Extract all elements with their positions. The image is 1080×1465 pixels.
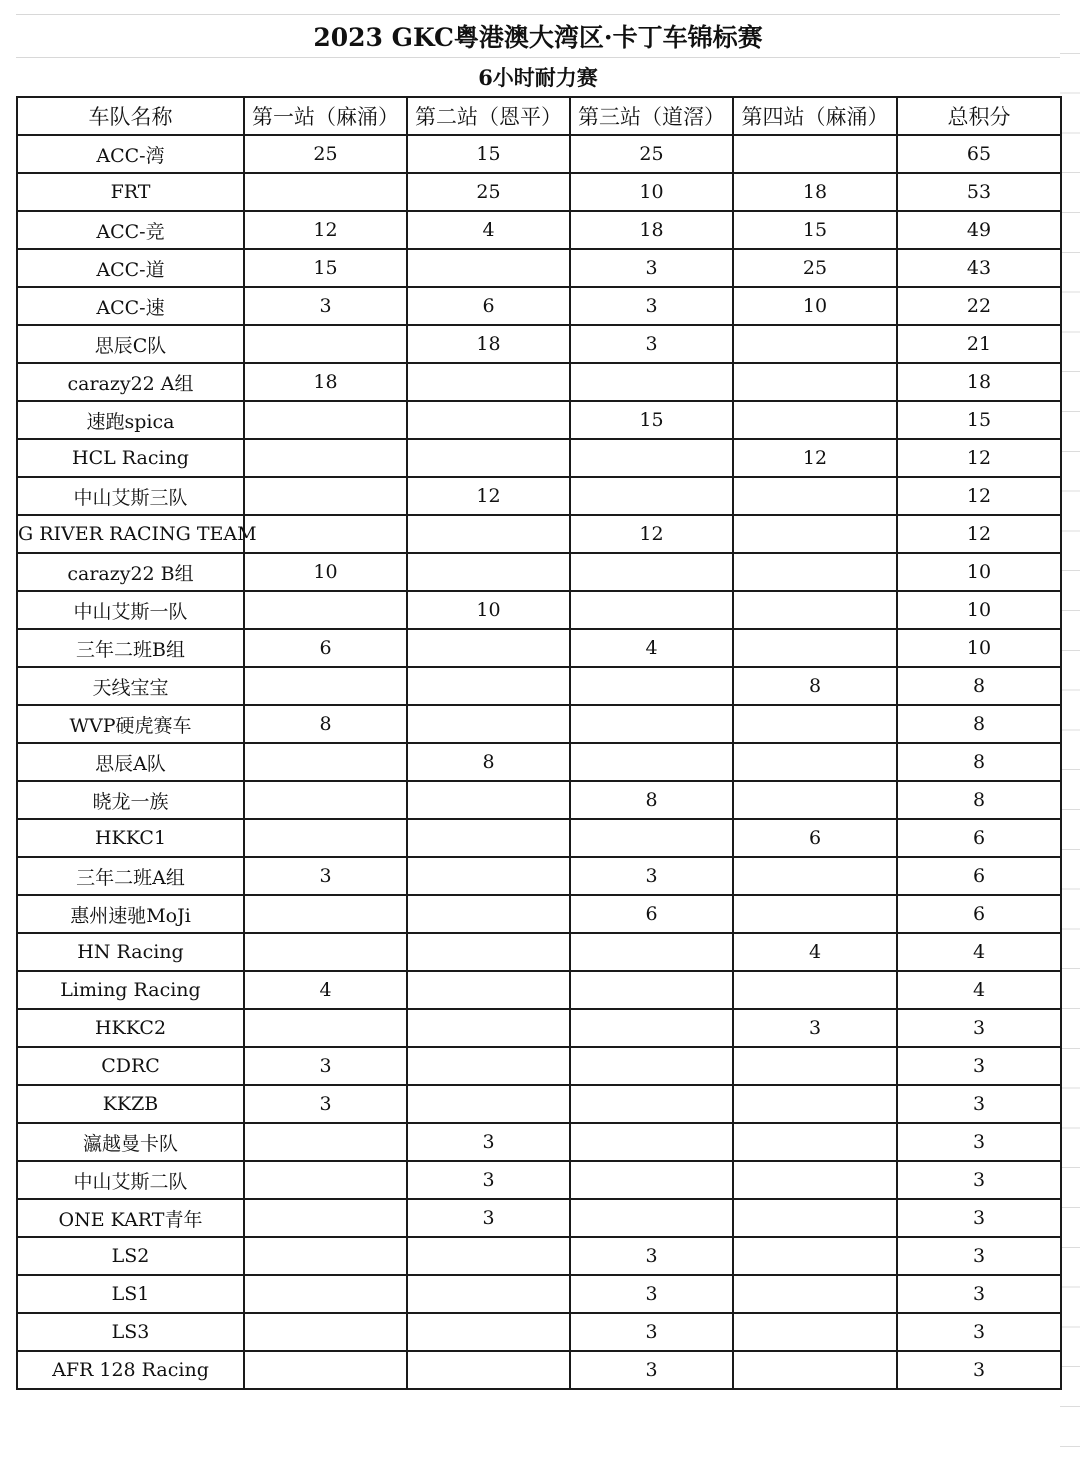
stage3-points-cell — [570, 1199, 733, 1237]
team-name-cell: 思辰A队 — [17, 743, 244, 781]
stage4-points-cell: 8 — [733, 667, 897, 705]
stage2-points-cell: 6 — [407, 287, 570, 325]
stage3-points-cell: 3 — [570, 1237, 733, 1275]
stage4-points-cell — [733, 1161, 897, 1199]
total-points-cell: 3 — [897, 1009, 1061, 1047]
total-points-cell: 65 — [897, 135, 1061, 173]
stage4-points-cell: 12 — [733, 439, 897, 477]
total-points-cell: 3 — [897, 1199, 1061, 1237]
stage3-points-cell — [570, 743, 733, 781]
stage3-points-cell: 3 — [570, 1351, 733, 1389]
table-row — [17, 211, 1061, 249]
team-name-cell: ACC-湾 — [17, 135, 244, 173]
team-name-cell: 天线宝宝 — [17, 667, 244, 705]
total-points-cell: 6 — [897, 857, 1061, 895]
table-row — [17, 515, 1061, 553]
stage3-points-cell — [570, 477, 733, 515]
team-name-cell: 惠州速驰MoJi — [17, 895, 244, 933]
stage1-points-cell: 6 — [244, 629, 407, 667]
total-points-cell: 10 — [897, 591, 1061, 629]
stage1-points-cell — [244, 1123, 407, 1161]
table-row — [17, 1161, 1061, 1199]
stage4-points-cell — [733, 591, 897, 629]
stage1-points-cell — [244, 667, 407, 705]
team-name-cell: 瀛越曼卡队 — [17, 1123, 244, 1161]
stage3-points-cell — [570, 971, 733, 1009]
table-row — [17, 667, 1061, 705]
team-name-cell: 速跑spica — [17, 401, 244, 439]
stage4-points-cell — [733, 1047, 897, 1085]
team-name-cell: 思辰C队 — [17, 325, 244, 363]
stage1-points-cell — [244, 1161, 407, 1199]
stage3-points-cell: 18 — [570, 211, 733, 249]
stage4-points-cell: 15 — [733, 211, 897, 249]
stage2-points-cell: 25 — [407, 173, 570, 211]
team-name-cell: carazy22 B组 — [17, 553, 244, 591]
table-row — [17, 1047, 1061, 1085]
stage2-points-cell — [407, 249, 570, 287]
stage2-points-cell — [407, 667, 570, 705]
column-header-team: 车队名称 — [17, 97, 244, 135]
stage1-points-cell: 25 — [244, 135, 407, 173]
stage4-points-cell — [733, 1237, 897, 1275]
stage4-points-cell — [733, 895, 897, 933]
stage2-points-cell — [407, 401, 570, 439]
table-row — [17, 971, 1061, 1009]
table-row — [17, 173, 1061, 211]
stage2-points-cell — [407, 1313, 570, 1351]
table-row — [17, 135, 1061, 173]
stage3-points-cell — [570, 1009, 733, 1047]
stage3-points-cell: 3 — [570, 325, 733, 363]
table-row — [17, 477, 1061, 515]
stage1-points-cell: 12 — [244, 211, 407, 249]
team-name-cell: carazy22 A组 — [17, 363, 244, 401]
table-row — [17, 1351, 1061, 1389]
stage1-points-cell — [244, 1275, 407, 1313]
table-row — [17, 1275, 1061, 1313]
stage3-points-cell: 3 — [570, 287, 733, 325]
team-name-cell: 晓龙一族 — [17, 781, 244, 819]
stage1-points-cell — [244, 325, 407, 363]
table-row — [17, 363, 1061, 401]
stage3-points-cell — [570, 667, 733, 705]
stage1-points-cell — [244, 1009, 407, 1047]
stage1-points-cell — [244, 895, 407, 933]
stage1-points-cell — [244, 515, 407, 553]
total-points-cell: 18 — [897, 363, 1061, 401]
stage1-points-cell: 8 — [244, 705, 407, 743]
stage2-points-cell — [407, 971, 570, 1009]
stage1-points-cell: 3 — [244, 857, 407, 895]
table-row — [17, 591, 1061, 629]
stage3-points-cell — [570, 1047, 733, 1085]
stage3-points-cell: 25 — [570, 135, 733, 173]
stage3-points-cell — [570, 553, 733, 591]
column-header-stage3: 第三站（道滘） — [570, 97, 733, 135]
stage1-points-cell — [244, 781, 407, 819]
stage2-points-cell: 4 — [407, 211, 570, 249]
total-points-cell: 49 — [897, 211, 1061, 249]
stage4-points-cell — [733, 781, 897, 819]
stage4-points-cell — [733, 363, 897, 401]
team-name-cell: LS1 — [17, 1275, 244, 1313]
stage1-points-cell — [244, 401, 407, 439]
stage2-points-cell — [407, 781, 570, 819]
team-name-cell: LS2 — [17, 1237, 244, 1275]
stage3-points-cell — [570, 1161, 733, 1199]
stage3-points-cell: 3 — [570, 249, 733, 287]
table-row — [17, 401, 1061, 439]
total-points-cell: 4 — [897, 933, 1061, 971]
team-name-cell: Liming Racing — [17, 971, 244, 1009]
table-row — [17, 781, 1061, 819]
stage2-points-cell — [407, 629, 570, 667]
stage2-points-cell — [407, 705, 570, 743]
total-points-cell: 8 — [897, 667, 1061, 705]
stage4-points-cell — [733, 553, 897, 591]
team-name-cell: 中山艾斯二队 — [17, 1161, 244, 1199]
table-row — [17, 1085, 1061, 1123]
total-points-cell: 15 — [897, 401, 1061, 439]
stage3-points-cell — [570, 819, 733, 857]
stage2-points-cell — [407, 1009, 570, 1047]
stage1-points-cell — [244, 1313, 407, 1351]
stage2-points-cell: 12 — [407, 477, 570, 515]
table-row — [17, 933, 1061, 971]
team-name-cell: ONE KART青年 — [17, 1199, 244, 1237]
header-row — [17, 97, 1061, 135]
stage2-points-cell — [407, 363, 570, 401]
table-row — [17, 819, 1061, 857]
team-name-cell: WVP硬虎赛车 — [17, 705, 244, 743]
table-row — [17, 325, 1061, 363]
table-row — [17, 705, 1061, 743]
stage1-points-cell — [244, 743, 407, 781]
stage3-points-cell: 15 — [570, 401, 733, 439]
stage4-points-cell — [733, 629, 897, 667]
table-row — [17, 629, 1061, 667]
stage1-points-cell — [244, 1237, 407, 1275]
table-row — [17, 439, 1061, 477]
total-points-cell: 6 — [897, 819, 1061, 857]
stage1-points-cell: 10 — [244, 553, 407, 591]
team-name-cell: HKKC1 — [17, 819, 244, 857]
column-header-stage4: 第四站（麻涌） — [733, 97, 897, 135]
page-subtitle: 6小时耐力赛 — [16, 57, 1060, 96]
stage4-points-cell: 4 — [733, 933, 897, 971]
total-points-cell: 3 — [897, 1085, 1061, 1123]
total-points-cell: 8 — [897, 705, 1061, 743]
stage4-points-cell: 3 — [733, 1009, 897, 1047]
total-points-cell: 3 — [897, 1161, 1061, 1199]
stage1-points-cell: 15 — [244, 249, 407, 287]
team-name-cell: KKZB — [17, 1085, 244, 1123]
team-name-cell: ACC-速 — [17, 287, 244, 325]
stage3-points-cell — [570, 933, 733, 971]
stage4-points-cell — [733, 1313, 897, 1351]
total-points-cell: 12 — [897, 477, 1061, 515]
table-row — [17, 857, 1061, 895]
stage4-points-cell — [733, 135, 897, 173]
stage1-points-cell — [244, 933, 407, 971]
team-name-cell: 中山艾斯三队 — [17, 477, 244, 515]
total-points-cell: 12 — [897, 439, 1061, 477]
total-points-cell: 6 — [897, 895, 1061, 933]
stage2-points-cell: 3 — [407, 1161, 570, 1199]
table-row — [17, 1199, 1061, 1237]
table-row — [17, 895, 1061, 933]
table-row — [17, 287, 1061, 325]
total-points-cell: 3 — [897, 1351, 1061, 1389]
stage3-points-cell: 10 — [570, 173, 733, 211]
team-name-cell: HN Racing — [17, 933, 244, 971]
total-points-cell: 12 — [897, 515, 1061, 553]
stage2-points-cell — [407, 1237, 570, 1275]
total-points-cell: 3 — [897, 1237, 1061, 1275]
stage2-points-cell — [407, 1085, 570, 1123]
stage2-points-cell — [407, 857, 570, 895]
stage4-points-cell: 10 — [733, 287, 897, 325]
total-points-cell: 8 — [897, 781, 1061, 819]
stage1-points-cell — [244, 1199, 407, 1237]
stage2-points-cell — [407, 439, 570, 477]
stage1-points-cell: 3 — [244, 1085, 407, 1123]
stage3-points-cell: 6 — [570, 895, 733, 933]
stage2-points-cell: 10 — [407, 591, 570, 629]
table-row — [17, 1237, 1061, 1275]
stage1-points-cell — [244, 439, 407, 477]
stage2-points-cell: 3 — [407, 1123, 570, 1161]
total-points-cell: 3 — [897, 1123, 1061, 1161]
stage2-points-cell: 18 — [407, 325, 570, 363]
stage3-points-cell — [570, 1123, 733, 1161]
total-points-cell: 3 — [897, 1313, 1061, 1351]
total-points-cell: 21 — [897, 325, 1061, 363]
stage2-points-cell — [407, 1047, 570, 1085]
stage3-points-cell — [570, 439, 733, 477]
stage1-points-cell — [244, 591, 407, 629]
stage3-points-cell: 3 — [570, 857, 733, 895]
stage4-points-cell — [733, 1199, 897, 1237]
stage3-points-cell: 8 — [570, 781, 733, 819]
spreadsheet-gridlines — [1060, 14, 1080, 1454]
total-points-cell: 3 — [897, 1047, 1061, 1085]
stage4-points-cell — [733, 971, 897, 1009]
stage4-points-cell — [733, 477, 897, 515]
page-title: 2023 GKC粤港澳大湾区·卡丁车锦标赛 — [16, 14, 1060, 57]
team-name-cell: AFR 128 Racing — [17, 1351, 244, 1389]
total-points-cell: 53 — [897, 173, 1061, 211]
total-points-cell: 43 — [897, 249, 1061, 287]
stage1-points-cell: 3 — [244, 287, 407, 325]
table-row — [17, 553, 1061, 591]
stage4-points-cell — [733, 705, 897, 743]
stage1-points-cell — [244, 477, 407, 515]
stage3-points-cell: 3 — [570, 1275, 733, 1313]
stage4-points-cell — [733, 325, 897, 363]
team-name-cell: ACC-道 — [17, 249, 244, 287]
stage2-points-cell: 8 — [407, 743, 570, 781]
table-row — [17, 1313, 1061, 1351]
stage3-points-cell: 4 — [570, 629, 733, 667]
stage4-points-cell — [733, 401, 897, 439]
team-name-cell: CDRC — [17, 1047, 244, 1085]
total-points-cell: 4 — [897, 971, 1061, 1009]
stage3-points-cell: 12 — [570, 515, 733, 553]
stage4-points-cell — [733, 743, 897, 781]
stage1-points-cell — [244, 1351, 407, 1389]
stage2-points-cell — [407, 933, 570, 971]
stage3-points-cell — [570, 1085, 733, 1123]
team-name-cell: G RIVER RACING TEAM — [17, 515, 244, 553]
team-name-cell: FRT — [17, 173, 244, 211]
stage4-points-cell — [733, 1085, 897, 1123]
stage4-points-cell: 6 — [733, 819, 897, 857]
stage4-points-cell — [733, 1123, 897, 1161]
stage4-points-cell — [733, 1351, 897, 1389]
table-row — [17, 1009, 1061, 1047]
stage2-points-cell — [407, 515, 570, 553]
column-header-total: 总积分 — [897, 97, 1061, 135]
standings-sheet — [16, 14, 1060, 1390]
team-name-cell: LS3 — [17, 1313, 244, 1351]
stage2-points-cell: 3 — [407, 1199, 570, 1237]
team-name-cell: 三年二班A组 — [17, 857, 244, 895]
table-row — [17, 1123, 1061, 1161]
table-row — [17, 249, 1061, 287]
stage4-points-cell: 18 — [733, 173, 897, 211]
stage2-points-cell — [407, 895, 570, 933]
stage1-points-cell: 3 — [244, 1047, 407, 1085]
total-points-cell: 3 — [897, 1275, 1061, 1313]
stage4-points-cell — [733, 515, 897, 553]
standings-table — [16, 96, 1062, 1390]
total-points-cell: 22 — [897, 287, 1061, 325]
total-points-cell: 10 — [897, 629, 1061, 667]
stage3-points-cell — [570, 363, 733, 401]
stage2-points-cell — [407, 1275, 570, 1313]
table-row — [17, 743, 1061, 781]
stage3-points-cell — [570, 705, 733, 743]
team-name-cell: HKKC2 — [17, 1009, 244, 1047]
team-name-cell: 中山艾斯一队 — [17, 591, 244, 629]
stage2-points-cell — [407, 1351, 570, 1389]
stage4-points-cell — [733, 857, 897, 895]
stage1-points-cell: 18 — [244, 363, 407, 401]
stage1-points-cell — [244, 819, 407, 857]
stage3-points-cell — [570, 591, 733, 629]
team-name-cell: 三年二班B组 — [17, 629, 244, 667]
stage1-points-cell: 4 — [244, 971, 407, 1009]
stage4-points-cell — [733, 1275, 897, 1313]
stage2-points-cell — [407, 553, 570, 591]
stage3-points-cell: 3 — [570, 1313, 733, 1351]
team-name-cell: ACC-竞 — [17, 211, 244, 249]
stage2-points-cell: 15 — [407, 135, 570, 173]
stage2-points-cell — [407, 819, 570, 857]
stage4-points-cell: 25 — [733, 249, 897, 287]
stage1-points-cell — [244, 173, 407, 211]
column-header-stage2: 第二站（恩平） — [407, 97, 570, 135]
total-points-cell: 10 — [897, 553, 1061, 591]
team-name-cell: HCL Racing — [17, 439, 244, 477]
column-header-stage1: 第一站（麻涌） — [244, 97, 407, 135]
total-points-cell: 8 — [897, 743, 1061, 781]
